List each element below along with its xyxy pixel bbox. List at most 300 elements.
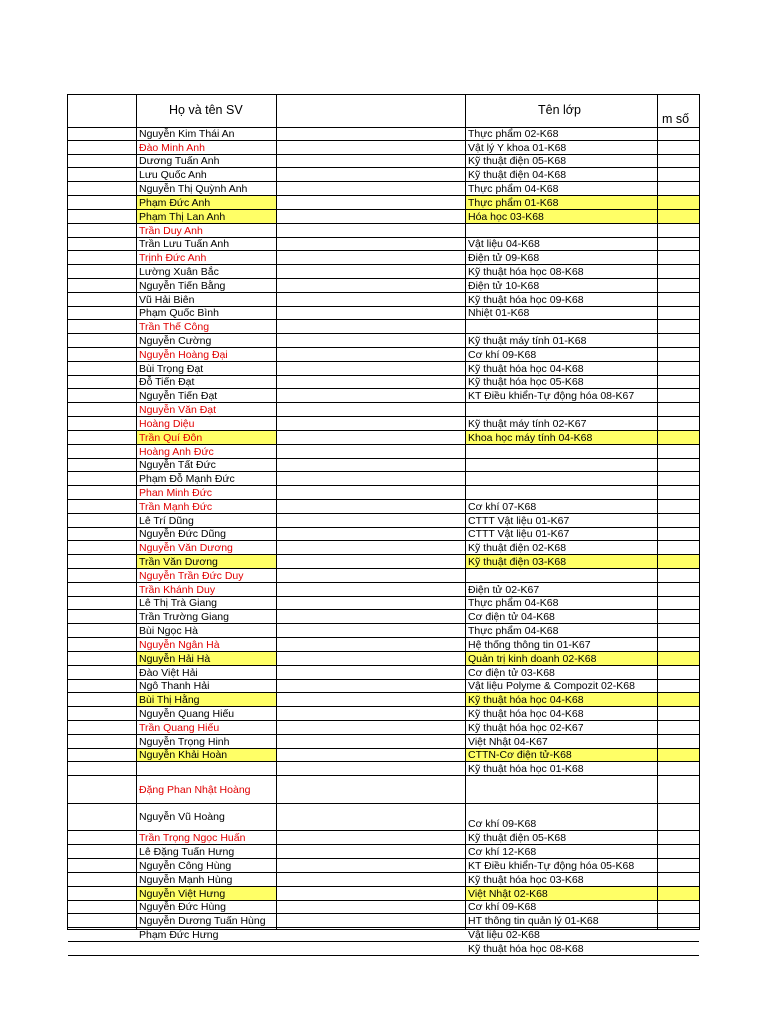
code-cell[interactable] [658,942,699,955]
table-row [68,735,699,749]
class-cell[interactable] [466,293,657,306]
student-name: Lê Đặng Tuấn Hưng [139,846,235,859]
class-cell[interactable] [466,348,657,361]
name-cell[interactable] [137,776,276,803]
class-name: Vật lý Y khoa 01-K68 [468,141,567,154]
empty-cell[interactable] [277,528,465,541]
empty-cell[interactable] [277,914,465,927]
class-cell[interactable] [466,196,657,209]
class-cell[interactable] [466,362,657,375]
empty-cell[interactable] [277,348,465,361]
class-name: Kỹ thuật hóa học 04-K68 [468,694,584,707]
class-cell[interactable] [466,749,657,762]
table-row [68,472,699,486]
code-cell[interactable] [658,168,699,181]
class-cell[interactable] [466,514,657,527]
name-cell[interactable] [137,624,276,637]
code-cell[interactable] [658,624,699,637]
name-cell[interactable] [137,514,276,527]
empty-cell[interactable] [277,279,465,292]
empty-cell[interactable] [277,459,465,472]
empty-cell[interactable] [277,141,465,154]
table-row [68,238,699,252]
code-cell[interactable] [658,928,699,941]
name-cell[interactable] [137,928,276,941]
empty-cell[interactable] [277,127,465,140]
code-cell[interactable] [658,555,699,568]
code-cell[interactable] [658,610,699,623]
name-cell[interactable] [137,749,276,762]
code-cell[interactable] [658,583,699,596]
class-cell[interactable] [466,901,657,914]
code-cell[interactable] [658,597,699,610]
table-row [68,182,699,196]
table-row [68,168,699,182]
name-cell[interactable] [137,859,276,872]
class-cell[interactable] [466,887,657,900]
code-cell[interactable] [658,831,699,844]
code-cell[interactable] [658,638,699,651]
empty-cell[interactable] [277,472,465,485]
table-row [68,776,699,804]
student-name: Nguyễn Mạnh Hùng [139,873,233,886]
code-cell[interactable] [658,141,699,154]
class-cell[interactable] [466,597,657,610]
name-cell[interactable] [137,376,276,389]
name-cell[interactable] [137,472,276,485]
empty-cell[interactable] [277,928,465,941]
empty-cell[interactable] [277,555,465,568]
name-cell[interactable] [137,638,276,651]
class-cell[interactable] [466,334,657,347]
class-cell[interactable] [466,914,657,927]
name-cell[interactable] [137,652,276,665]
class-cell[interactable] [466,859,657,872]
name-cell[interactable] [137,320,276,333]
class-cell[interactable] [466,127,657,140]
code-cell[interactable] [658,680,699,693]
code-cell[interactable] [658,486,699,499]
name-cell[interactable] [137,265,276,278]
empty-cell[interactable] [277,707,465,720]
class-cell[interactable] [466,389,657,402]
empty-cell[interactable] [277,182,465,195]
name-cell[interactable] [137,693,276,706]
empty-cell[interactable] [277,666,465,679]
empty-cell[interactable] [277,845,465,858]
code-cell[interactable] [658,859,699,872]
empty-cell[interactable] [277,624,465,637]
class-name: Kỹ thuật hóa học 09-K68 [468,293,584,306]
class-name: Kỹ thuật hóa học 02-K67 [468,721,584,734]
class-cell[interactable] [466,541,657,554]
empty-cell[interactable] [277,334,465,347]
name-cell[interactable] [137,610,276,623]
name-cell[interactable] [137,583,276,596]
table-row [68,293,699,307]
class-cell[interactable] [466,831,657,844]
student-name: Phạm Đỗ Mạnh Đức [139,473,235,486]
name-cell[interactable] [137,901,276,914]
name-cell[interactable] [137,224,276,237]
name-cell[interactable] [137,873,276,886]
student-name: Nguyễn Dương Tuấn Hùng [139,915,266,928]
class-cell[interactable] [466,569,657,582]
class-name: CTTN-Cơ điện tử-K68 [468,749,572,762]
student-name: Trần Quí Đôn [139,431,203,444]
code-cell[interactable] [658,127,699,140]
empty-cell[interactable] [277,859,465,872]
table-row [68,334,699,348]
table-row [68,680,699,694]
name-cell[interactable] [137,887,276,900]
class-cell[interactable] [466,873,657,886]
table-row [68,942,699,956]
empty-cell[interactable] [277,735,465,748]
code-cell[interactable] [658,514,699,527]
name-cell[interactable] [137,196,276,209]
student-name: Nguyễn Trọng Hinh [139,735,230,748]
class-cell[interactable] [466,680,657,693]
name-cell[interactable] [137,141,276,154]
name-cell[interactable] [137,914,276,927]
code-cell[interactable] [658,735,699,748]
class-cell[interactable] [466,210,657,223]
name-cell[interactable] [137,721,276,734]
name-cell[interactable] [137,362,276,375]
class-cell[interactable] [466,845,657,858]
empty-cell[interactable] [277,238,465,251]
name-cell[interactable] [137,762,276,775]
student-name: Nguyễn Kim Thái An [139,127,235,140]
column-divider [465,94,466,929]
class-cell[interactable] [466,638,657,651]
table-row [68,666,699,680]
name-cell[interactable] [137,307,276,320]
class-cell[interactable] [466,735,657,748]
class-cell[interactable] [466,403,657,416]
name-cell[interactable] [137,182,276,195]
code-cell[interactable] [658,307,699,320]
code-cell[interactable] [658,762,699,775]
column-divider [276,94,277,929]
code-cell[interactable] [658,431,699,444]
class-cell[interactable] [466,307,657,320]
class-cell[interactable] [466,721,657,734]
code-cell[interactable] [658,749,699,762]
class-cell[interactable] [466,459,657,472]
table-row [68,196,699,210]
class-cell[interactable] [466,224,657,237]
empty-cell[interactable] [277,693,465,706]
empty-cell[interactable] [277,486,465,499]
class-cell[interactable] [466,500,657,513]
class-name: Kỹ thuật điện 05-K68 [468,155,567,168]
class-cell[interactable] [466,555,657,568]
class-cell[interactable] [466,265,657,278]
header-name: Họ và tên SV [169,103,243,117]
code-cell[interactable] [658,528,699,541]
class-cell[interactable] [466,776,657,803]
name-cell[interactable] [137,210,276,223]
empty-cell[interactable] [277,417,465,430]
code-cell[interactable] [658,901,699,914]
name-cell[interactable] [137,431,276,444]
student-name: Dương Tuấn Anh [139,155,220,168]
code-cell[interactable] [658,652,699,665]
name-cell[interactable] [137,417,276,430]
code-cell[interactable] [658,569,699,582]
empty-cell[interactable] [277,431,465,444]
code-cell[interactable] [658,348,699,361]
name-cell[interactable] [137,251,276,264]
empty-cell[interactable] [277,320,465,333]
table-row [68,652,699,666]
code-cell[interactable] [658,196,699,209]
empty-cell[interactable] [277,942,465,955]
class-cell[interactable] [466,942,657,955]
empty-cell[interactable] [277,251,465,264]
code-cell[interactable] [658,707,699,720]
empty-cell[interactable] [277,583,465,596]
code-cell[interactable] [658,376,699,389]
student-name: Trần Khánh Duy [139,583,216,596]
class-name: Vật liệu 04-K68 [468,238,540,251]
code-cell[interactable] [658,500,699,513]
class-cell[interactable] [466,445,657,458]
student-name: Phạm Quốc Bình [139,307,219,320]
code-cell[interactable] [658,873,699,886]
code-cell[interactable] [658,845,699,858]
student-name: Trần Văn Dương [139,556,218,568]
name-cell[interactable] [137,541,276,554]
student-name: Đào Việt Hải [139,666,198,679]
class-cell[interactable] [466,707,657,720]
student-name: Lê Trí Dũng [139,514,194,527]
class-cell[interactable] [466,486,657,499]
code-cell[interactable] [658,693,699,706]
column-divider [657,94,658,929]
name-cell[interactable] [137,445,276,458]
empty-cell[interactable] [277,265,465,278]
student-name: Đặng Phan Nhật Hoàng [139,783,251,796]
empty-cell[interactable] [277,210,465,223]
name-cell[interactable] [137,597,276,610]
class-name: Kỹ thuật điện 02-K68 [468,542,567,555]
name-cell[interactable] [137,486,276,499]
empty-cell[interactable] [277,445,465,458]
name-cell[interactable] [137,389,276,402]
class-name: Kỹ thuật điện 05-K68 [468,832,567,845]
student-name: Lê Thị Trà Giang [139,597,218,610]
name-cell[interactable] [137,942,276,955]
class-cell[interactable] [466,624,657,637]
class-cell[interactable] [466,251,657,264]
table-row [68,348,699,362]
name-cell[interactable] [137,666,276,679]
empty-cell[interactable] [277,362,465,375]
empty-cell[interactable] [277,680,465,693]
table-row [68,500,699,514]
class-cell[interactable] [466,431,657,444]
empty-cell[interactable] [277,721,465,734]
code-cell[interactable] [658,334,699,347]
code-cell[interactable] [658,293,699,306]
empty-cell[interactable] [277,762,465,775]
empty-cell[interactable] [277,610,465,623]
class-cell[interactable] [466,583,657,596]
table-row [68,320,699,334]
student-name: Đào Minh Anh [139,141,205,154]
code-cell[interactable] [658,541,699,554]
empty-cell[interactable] [277,887,465,900]
student-name: Vũ Hải Biên [139,293,195,306]
table-row [68,638,699,652]
code-cell[interactable] [658,459,699,472]
empty-cell[interactable] [277,307,465,320]
code-cell[interactable] [658,804,699,831]
code-cell[interactable] [658,182,699,195]
table-row [68,804,699,832]
name-cell[interactable] [137,500,276,513]
class-name: HT thông tin quản lý 01-K68 [468,915,599,928]
class-cell[interactable] [466,376,657,389]
class-name: Quản trị kinh doanh 02-K68 [468,652,597,665]
code-cell[interactable] [658,320,699,333]
code-cell[interactable] [658,403,699,416]
class-cell[interactable] [466,182,657,195]
student-name: Nguyễn Ngân Hà [139,638,220,651]
name-cell[interactable] [137,459,276,472]
empty-cell[interactable] [277,749,465,762]
code-cell[interactable] [658,210,699,223]
name-cell[interactable] [137,735,276,748]
table-row [68,859,699,873]
name-cell[interactable] [137,334,276,347]
empty-cell[interactable] [277,168,465,181]
class-cell[interactable] [466,528,657,541]
empty-cell[interactable] [277,569,465,582]
student-name: Trịnh Đức Anh [139,252,207,265]
class-name: Kỹ thuật hóa học 01-K68 [468,763,584,776]
empty-cell[interactable] [277,638,465,651]
column-divider [136,94,137,929]
name-cell[interactable] [137,707,276,720]
name-cell[interactable] [137,680,276,693]
class-cell[interactable] [466,472,657,485]
empty-cell[interactable] [277,901,465,914]
class-cell[interactable] [466,141,657,154]
name-cell[interactable] [137,168,276,181]
code-cell[interactable] [658,238,699,251]
name-cell[interactable] [137,403,276,416]
class-cell[interactable] [466,279,657,292]
class-cell[interactable] [466,652,657,665]
empty-cell[interactable] [277,597,465,610]
name-cell[interactable] [137,279,276,292]
name-cell[interactable] [137,528,276,541]
code-cell[interactable] [658,155,699,168]
table-row [68,127,699,141]
empty-cell[interactable] [277,873,465,886]
code-cell[interactable] [658,721,699,734]
name-cell[interactable] [137,831,276,844]
class-cell[interactable] [466,610,657,623]
student-name: Hoàng Anh Đức [139,445,214,458]
empty-cell[interactable] [277,831,465,844]
table-row [68,417,699,431]
code-cell[interactable] [658,666,699,679]
code-cell[interactable] [658,362,699,375]
empty-cell[interactable] [277,514,465,527]
code-cell[interactable] [658,472,699,485]
code-cell[interactable] [658,417,699,430]
empty-cell[interactable] [277,403,465,416]
code-cell[interactable] [658,776,699,803]
empty-cell[interactable] [277,293,465,306]
table-row [68,210,699,224]
empty-cell[interactable] [277,155,465,168]
empty-cell[interactable] [277,804,465,831]
name-cell[interactable] [137,238,276,251]
code-cell[interactable] [658,251,699,264]
class-cell[interactable] [466,417,657,430]
code-cell[interactable] [658,265,699,278]
empty-cell[interactable] [277,652,465,665]
class-cell[interactable] [466,928,657,941]
empty-cell[interactable] [277,776,465,803]
table-row [68,403,699,417]
table-header [68,94,699,128]
name-cell[interactable] [137,569,276,582]
empty-cell[interactable] [277,389,465,402]
empty-cell[interactable] [277,500,465,513]
class-name: Kỹ thuật máy tính 02-K67 [468,417,587,430]
code-cell[interactable] [658,445,699,458]
class-name: Thực phẩm 04-K68 [468,183,559,196]
code-cell[interactable] [658,389,699,402]
class-cell[interactable] [466,804,657,831]
empty-cell[interactable] [277,376,465,389]
empty-cell[interactable] [277,196,465,209]
name-cell[interactable] [137,845,276,858]
name-cell[interactable] [137,293,276,306]
empty-cell[interactable] [277,224,465,237]
class-cell[interactable] [466,168,657,181]
code-cell[interactable] [658,914,699,927]
class-cell[interactable] [466,666,657,679]
table-row [68,721,699,735]
name-cell[interactable] [137,348,276,361]
code-cell[interactable] [658,279,699,292]
student-name: Trần Trọng Ngọc Huấn [139,832,246,845]
name-cell[interactable] [137,804,276,831]
student-name: Nguyễn Khải Hoàn [139,749,228,762]
code-cell[interactable] [658,887,699,900]
class-cell[interactable] [466,320,657,333]
empty-cell[interactable] [277,541,465,554]
class-name: Khoa học máy tính 04-K68 [468,431,593,444]
name-cell[interactable] [137,555,276,568]
student-name: Trần Lưu Tuấn Anh [139,238,230,251]
class-cell[interactable] [466,238,657,251]
code-cell[interactable] [658,224,699,237]
name-cell[interactable] [137,155,276,168]
class-cell[interactable] [466,693,657,706]
class-cell[interactable] [466,155,657,168]
class-cell[interactable] [466,762,657,775]
name-cell[interactable] [137,127,276,140]
